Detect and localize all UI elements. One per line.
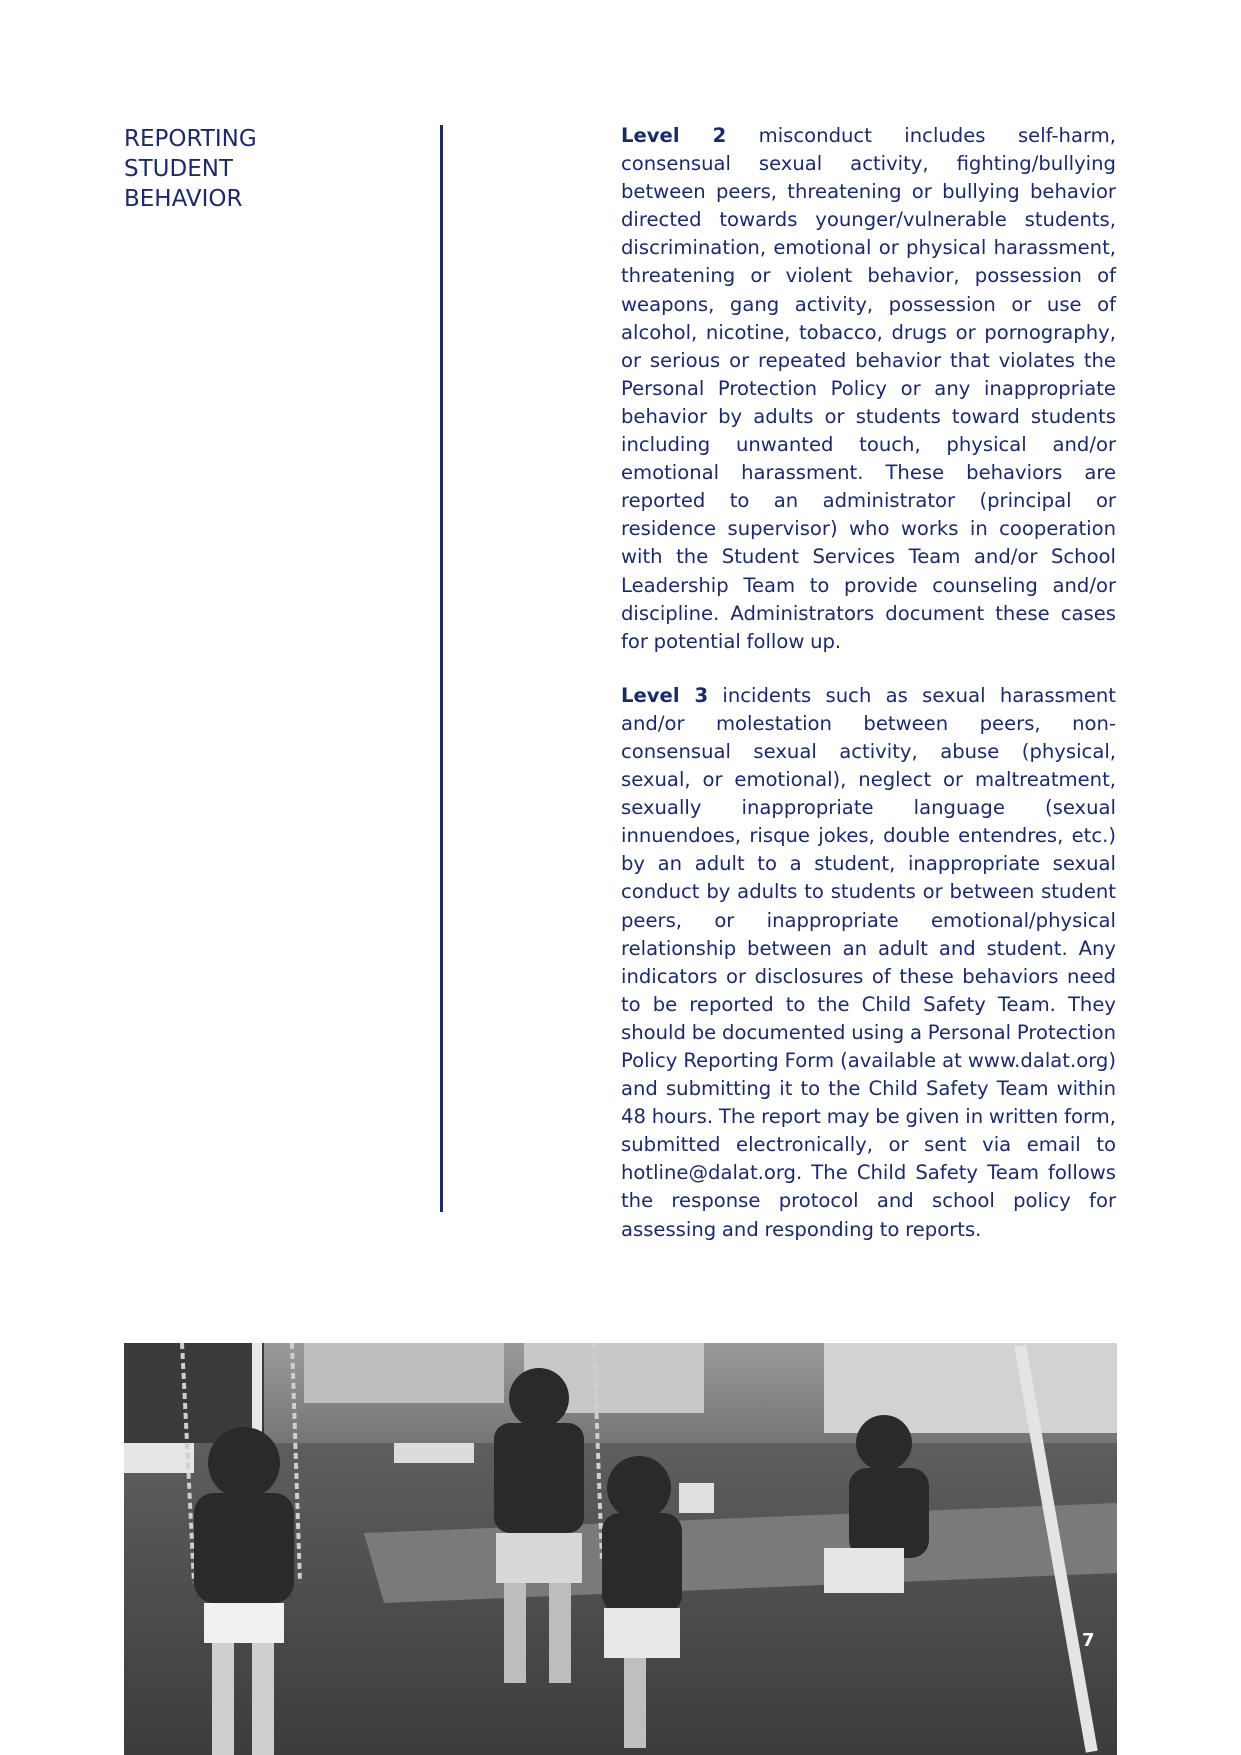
playground-photo <box>124 1343 1117 1755</box>
section-title-line: STUDENT <box>124 156 233 182</box>
vertical-divider <box>440 125 443 1212</box>
body-text <box>621 122 1116 1270</box>
paragraph-body: misconduct includes self-harm, consensual sexual activity, fighting/bullying between peers, threatening or bullying behavior directed towards younger/vulnerable students, discrimination, emotional or physical harassment, threatening or violent behavior, possession of weapons, gang activity, possession or use of alcohol, nicotine, tobacco, drugs or pornography, or serious or repeated behavior that violates the Personal Protection Policy or any inappropriate behavior by adults or students toward students including unwanted touch, physical and/or emotional harassment. These behaviors are reported to an administrator (principal or residence supervisor) who works in cooperation with the Student Services Team and/or School Leadership Team to provide counseling and/or discipline. Administrators document these cases for potential follow up. <box>621 124 1116 653</box>
section-title-line: REPORTING <box>124 126 257 152</box>
paragraph-body: incidents such as sexual harassment and/or molestation between peers, non-consensual sexual activity, abuse (physical, sexual, or emotional), neglect or maltreatment, sexually inappropriate language (sexual innuendoes, risque jokes, double entendres, etc.) by an adult to a student, inappropriate sexual conduct by adults to students or between student peers, or inappropriate emotional/physical relationship between an adult and student. Any indicators or disclosures of these behaviors need to be reported to the Child Safety Team. They should be documented using a Personal Protection Policy Reporting Form (available at www.dalat.org) and submitting it to the Child Safety Team within 48 hours. The report may be given in written form, submitted electronically, or sent via email to hotline@dalat.org. The Child Safety Team follows the response protocol and school policy for assessing and responding to reports. <box>621 683 1116 1241</box>
section-title-line: BEHAVIOR <box>124 186 243 212</box>
paragraph-level-2 <box>621 122 1116 656</box>
paragraph-lead: Level 2 <box>621 124 727 147</box>
paragraph-level-3 <box>621 682 1116 1244</box>
paragraph-lead: Level 3 <box>621 683 709 707</box>
section-title <box>124 124 354 214</box>
page-number: 7 <box>1082 1630 1095 1651</box>
